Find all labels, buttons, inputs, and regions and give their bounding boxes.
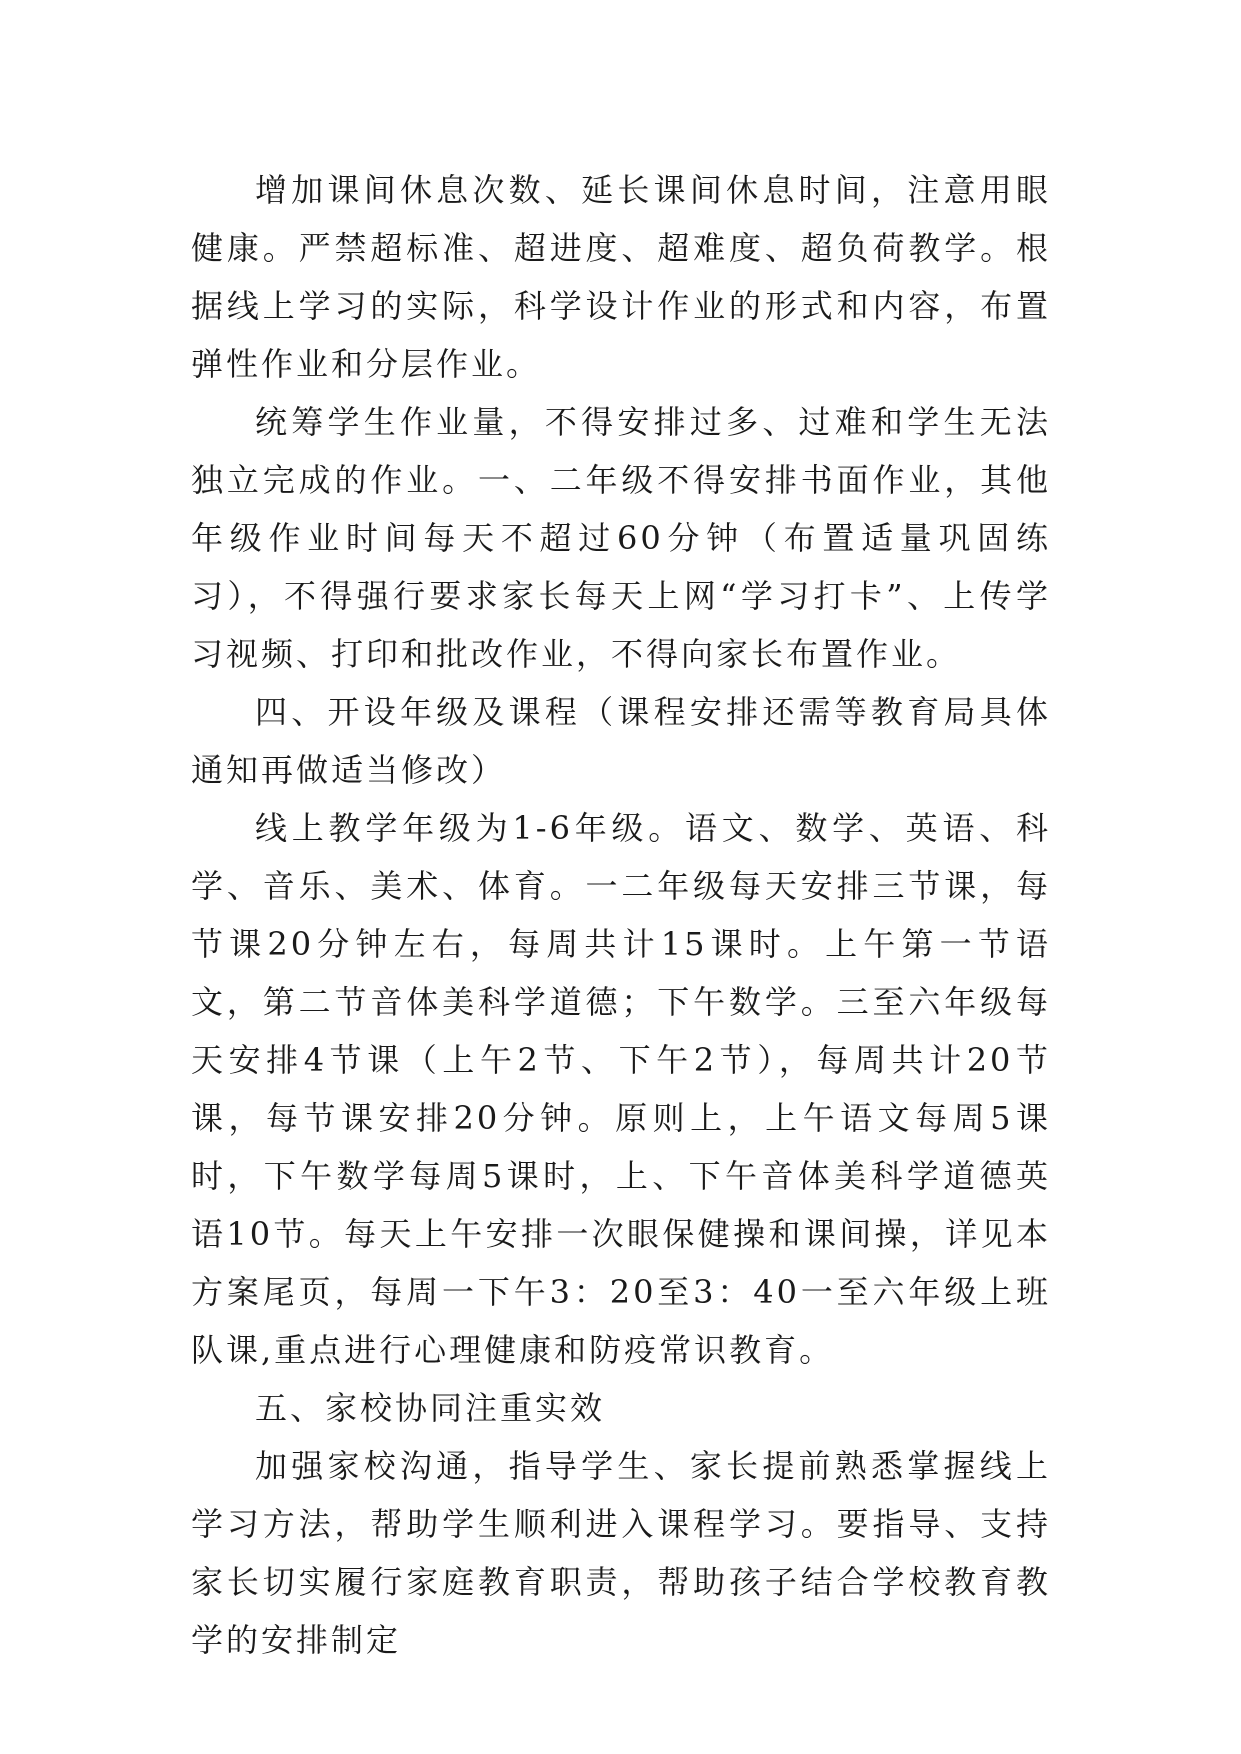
document-body bbox=[191, 161, 1051, 1669]
section-heading-home-school: 五、家校协同注重实效 bbox=[255, 1389, 606, 1427]
paragraph-homework-load: 统筹学生作业量，不得安排过多、过难和学生无法独立完成的作业。一、二年级不得安排书面作业，其他年级作业时间每天不超过60分钟（布置适量巩固练习），不得强行要求家长每天上网“学习打卡”、上传学习视频、打印和批改作业，不得向家长布置作业。 bbox=[191, 403, 1051, 673]
paragraph-course-schedule: 线上教学年级为1-6年级。语文、数学、英语、科学、音乐、美术、体育。一二年级每天安排三节课，每节课20分钟左右，每周共计15课时。上午第一节语文，第二节音体美科学道德；下午数学。三至六年级每天安排4节课（上午2节、下午2节），每周共计20节课，每节课安排20分钟。原则上，上午语文每周5课时，下午数学每周5课时，上、下午音体美科学道德英语10节。每天上午安排一次眼保健操和课间操，详见本方案尾页，每周一下午3：20至3：40一至六年级上班队课,重点进行心理健康和防疫常识教育。 bbox=[191, 809, 1051, 1369]
paragraph-home-school-communication: 加强家校沟通，指导学生、家长提前熟悉掌握线上学习方法，帮助学生顺利进入课程学习。要指导、支持家长切实履行家庭教育职责，帮助孩子结合学校教育教学的安排制定 bbox=[191, 1447, 1051, 1659]
paragraph-homework-rules: 增加课间休息次数、延长课间休息时间，注意用眼健康。严禁超标准、超进度、超难度、超负荷教学。根据线上学习的实际，科学设计作业的形式和内容，布置弹性作业和分层作业。 bbox=[191, 171, 1051, 383]
section-heading-grades-courses: 四、开设年级及课程（课程安排还需等教育局具体通知再做适当修改） bbox=[191, 693, 1051, 789]
